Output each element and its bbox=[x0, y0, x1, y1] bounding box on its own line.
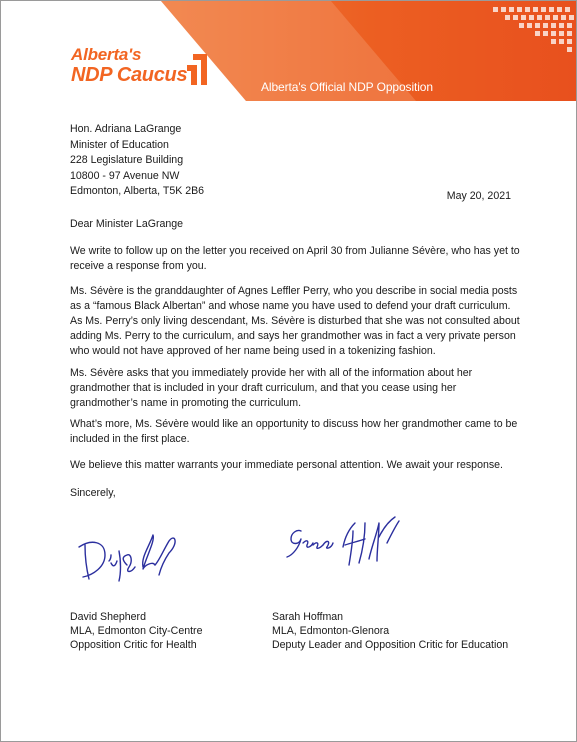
address-line: Minister of Education bbox=[70, 138, 169, 151]
closing: Sincerely, bbox=[70, 487, 116, 499]
signatory-name: David Shepherd bbox=[70, 611, 146, 623]
address-line: Edmonton, Alberta, T5K 2B6 bbox=[70, 185, 205, 197]
address-line: 10800 - 97 Avenue NW bbox=[70, 169, 180, 182]
body-paragraph bbox=[70, 284, 520, 359]
signatory-title: MLA, Edmonton City-Centre bbox=[70, 625, 203, 637]
body-line: as a “famous Black Albertan” and whose name you have used to defend your draft curriculum. bbox=[70, 300, 511, 312]
signature-sarah-hoffman bbox=[279, 509, 409, 579]
logo-wordmark-top: Alberta's bbox=[71, 45, 142, 64]
signatory-role: Opposition Critic for Health bbox=[70, 639, 197, 651]
address-line: 228 Legislature Building bbox=[70, 154, 184, 166]
body-line: receive a response from you. bbox=[70, 260, 207, 272]
signature-david-shepherd bbox=[71, 521, 191, 589]
body-paragraph bbox=[70, 366, 520, 411]
signatory-role: Deputy Leader and Opposition Critic for Education bbox=[272, 639, 509, 651]
letter-date: May 20, 2021 bbox=[446, 190, 511, 202]
body-line: We believe this matter warrants your immediate personal attention. We await your response. bbox=[70, 459, 503, 471]
letterhead-tagline: Alberta's Official NDP Opposition bbox=[261, 80, 433, 94]
signatory-name: Sarah Hoffman bbox=[272, 611, 344, 623]
recipient-address bbox=[70, 122, 520, 200]
body-line: What’s more, Ms. Sévère would like an opportunity to discuss how her grandmother came to be bbox=[70, 418, 518, 430]
signatory-title: MLA, Edmonton-Glenora bbox=[272, 625, 390, 637]
body-line: included in the first place. bbox=[70, 433, 190, 445]
body-line: grandmother that is included in your draft curriculum, and that you cease using her bbox=[70, 382, 457, 394]
body-line: adding Ms. Perry to the curriculum, and says her grandmother was in fact a very private person bbox=[70, 330, 516, 342]
body-line: Ms. Sévère is the granddaughter of Agnes Leffler Perry, who you describe in social media posts bbox=[70, 285, 518, 297]
body-line: grandmother’s name in promoting the curriculum. bbox=[70, 397, 302, 409]
address-line: Hon. Adriana LaGrange bbox=[70, 123, 182, 135]
logo-wordmark-bottom: NDP Caucus bbox=[71, 64, 188, 86]
body-paragraph bbox=[70, 458, 520, 473]
body-line: who would not have approved of her name being used in a tokenizing fashion. bbox=[70, 345, 436, 357]
body-line: As Ms. Perry’s only living descendant, Ms. Sévère is disturbed that she was not consulted about bbox=[70, 315, 520, 327]
salutation: Dear Minister LaGrange bbox=[70, 218, 184, 230]
signatory-block bbox=[272, 610, 508, 652]
body-line: Ms. Sévère asks that you immediately provide her with all of the information about her bbox=[70, 367, 473, 379]
signatory-block bbox=[70, 610, 202, 652]
body-paragraph bbox=[70, 244, 520, 274]
body-paragraph bbox=[70, 417, 520, 447]
body-line: We write to follow up on the letter you received on April 30 from Julianne Sévère, who has yet to bbox=[70, 245, 520, 257]
